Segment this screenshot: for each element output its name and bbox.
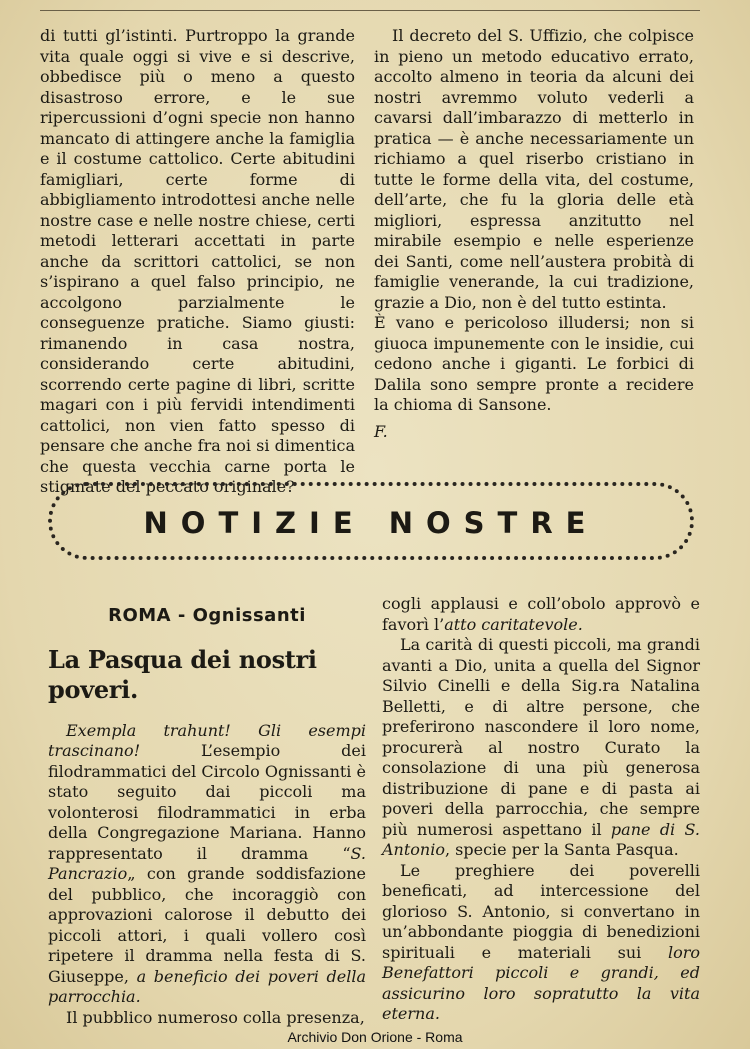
play-title: S. Pancrazio bbox=[48, 843, 366, 883]
dalila-paragraph: È vano e pericoloso illudersi; non si giuoca impunemente con le insidie, cui cedono anche i giganti. Le forbici di Dalila sono sempre pronte a recidere la chioma di Sansone. bbox=[374, 313, 694, 414]
author-signature: F. bbox=[374, 421, 388, 441]
archive-footer: Archivio Don Orione - Roma bbox=[287, 1029, 463, 1045]
top-rule bbox=[40, 10, 700, 11]
article-paragraph-2-cont: cogli applausi e coll’obolo approvò e favorì l’atto caritatevole. bbox=[382, 594, 700, 634]
column-top-right bbox=[374, 26, 694, 442]
column-top-left bbox=[40, 26, 355, 498]
article-paragraph-1: Exempla trahunt! Gli esempi trascinano! L’esempio dei filodrammatici del Circolo Ognissanti è stato seguito dai piccoli ma volonterosi filodrammatici in erba della Congregazione Mariana. Hanno rappresentato il dramma “S. Pancrazio„ con grande soddisfazione del pubblico, che incoraggiò con approvazioni calorose il debutto dei piccoli attori, i quali vollero così ripetere il dramma nella festa di S. Giuseppe, a beneficio dei poveri della parrocchia. bbox=[48, 720, 366, 1006]
article-column-left bbox=[48, 600, 366, 1028]
section-heading: ROMA - Ognissanti bbox=[108, 605, 306, 626]
article-title: La Pasqua dei nostri poveri. bbox=[48, 644, 317, 704]
article-paragraph-3: La carità di questi piccoli, ma grandi avanti a Dio, unita a quella del Signor Silvio Cinelli e della Sig.ra Natalina Belletti, e di altre persone, che preferirono nascondere il loro nome, procurerà al nostro Curato la consolazione di una più generosa distribuzione di pane e di pasta ai poveri della parrocchia, che sempre più numerosi aspettano il pane di S. Antonio, specie per la Santa Pasqua. bbox=[382, 635, 700, 859]
section-banner bbox=[48, 482, 694, 560]
benefit-phrase: a beneficio dei poveri della parrocchia. bbox=[48, 966, 366, 1006]
column-top-left-text: di tutti gl’istinti. Purtroppo la grande vita quale oggi si vive e si descrive, obbedisce più o meno a questo disastroso errore, e le sue ripercussioni d’ogni specie non hanno mancato di attingere anche la famiglia e il costume cattolico. Certe abitudini famigliari, certe forme di abbigliamento introdottesi anche nelle nostre case e nelle nostre chiese, certi metodi letterari accettati in parte anche da scrittori cattolici, se non s’ispirano a quel falso principio, ne accolgono parzialmente le conseguenze pratiche. Siamo giusti: rimanendo in casa nostra, considerando certe abitudini, scorrendo certe pagine di libri, scritte magari con i più fervidi intendimenti cattolici, non vien fatto spesso di pensare che anche fra noi si dimentica che questa vecchia carne porta le stigmate del peccato originale? bbox=[40, 26, 355, 496]
article-paragraph-2-start: Il pubblico numeroso colla presenza, bbox=[66, 1007, 365, 1027]
article-paragraph-4: Le preghiere dei poverelli beneficati, ad intercessione del glorioso S. Antonio, si convertano in un’abbondante pioggia di benedizioni spirituali e materiali sui loro Benefattori piccoli e grandi, ed assicurino loro sopratutto la vita eterna. bbox=[382, 860, 700, 1023]
latin-quote: Exempla trahunt! Gli esempi trascinano! bbox=[48, 720, 366, 760]
decree-paragraph: Il decreto del S. Uffizio, che colpisce in pieno un metodo educativo errato, accolto almeno in teoria da alcuni dei nostri avremmo voluto vederli a cavarsi dall’imbarazzo di metterlo in pratica — è anche necessariamente un richiamo a quel riserbo cristiano in tutte le forme della vita, del costume, dell’arte, che fu la gloria delle età migliori, espressa anzitutto nel mirabile esempio e nelle esperienze dei Santi, come nell’austera probità di famiglie venerande, la cui tradizione, grazie a Dio, non è del tutto estinta. bbox=[374, 26, 694, 312]
article-column-right bbox=[382, 594, 700, 1025]
banner-title: NOTIZIE NOSTRE bbox=[143, 506, 599, 540]
